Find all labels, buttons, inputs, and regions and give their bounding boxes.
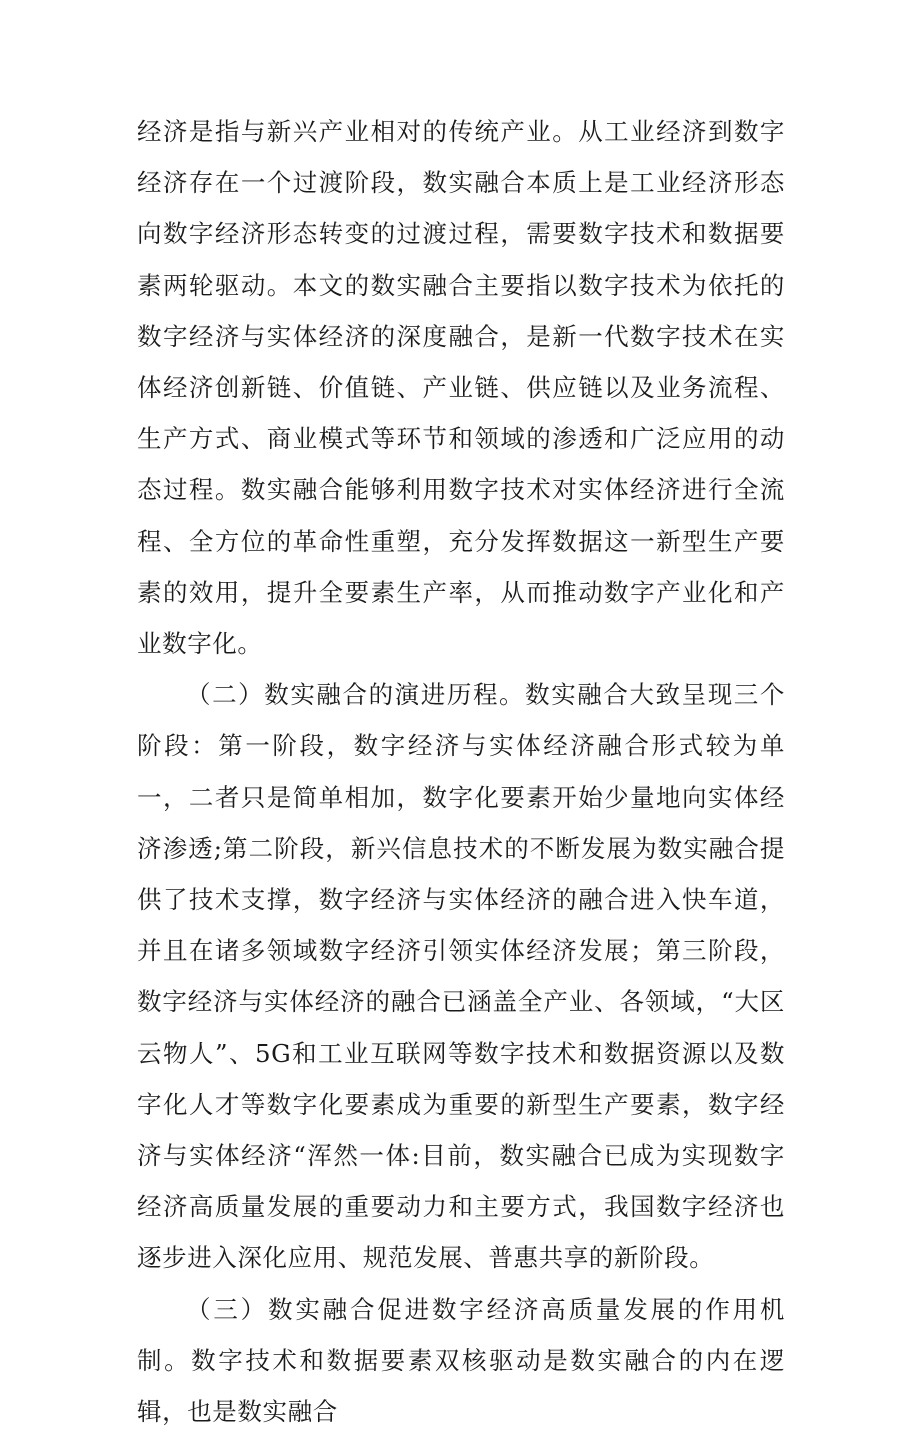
paragraph-evolution-history: （二）数实融合的演进历程。数实融合大致呈现三个阶段：第一阶段，数字经济与实体经济融合形式较为单一，二者只是简单相加，数字化要素开始少量地向实体经济渗透;第二阶段，新兴信息技术的不断发展为数实融合提供了技术支撑，数字经济与实体经济的融合进入快车道，并且在诸多领域数字经济引领实体经济发展；第三阶段，数字经济与实体经济的融合已涵盖全产业、各领域，“大区云物人”、5G和工业互联网等数字技术和数据资源以及数字化人才等数字化要素成为重要的新型生产要素，数字经济与实体经济“浑然一体:目前，数实融合已成为实现数字经济高质量发展的重要动力和主要方式，我国数字经济也逐步进入深化应用、规范发展、普惠共享的新阶段。	[137, 680, 785, 1273]
body-text	[137, 106, 785, 1437]
paragraph-mechanism: （三）数实融合促进数字经济高质量发展的作用机制。数字技术和数据要素双核驱动是数实融合的内在逻辑，也是数实融合	[137, 1294, 785, 1427]
paragraph-definition: 经济是指与新兴产业相对的传统产业。从工业经济到数字经济存在一个过渡阶段，数实融合本质上是工业经济形态向数字经济形态转变的过渡过程，需要数字技术和数据要素两轮驱动。本文的数实融合主要指以数字技术为依托的数字经济与实体经济的深度融合，是新一代数字技术在实体经济创新链、价值链、产业链、供应链以及业务流程、生产方式、商业模式等环节和领域的渗透和广泛应用的动态过程。数实融合能够利用数字技术对实体经济进行全流程、全方位的革命性重塑，充分发挥数据这一新型生产要素的效用，提升全要素生产率，从而推动数字产业化和产业数字化。	[137, 117, 785, 659]
